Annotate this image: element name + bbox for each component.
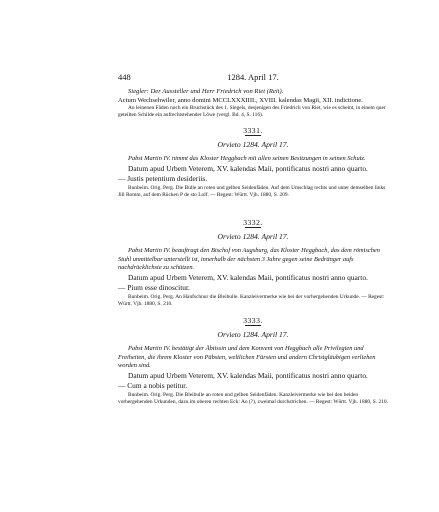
entry-3331 (118, 126, 388, 199)
entry-note: Bunbeim. Orig. Perg. An Hanfschnur die Bleibulle. Kanzleivermerke wie bei der vorhergehenden Urkunde. — Regest: Württ. Vjh. 1880, S. 210. (118, 293, 385, 308)
actum-line: Actum Wechsehwiler, anno domini MCCLXXXIIII., XVIII. kalendas Magii, XII. indictione. (118, 97, 363, 104)
entry-dating: Datum apud Urbem Veterem, XV. kalendas Maii, pontificatus nostri anno quarto. (128, 272, 368, 282)
entry-incipit: — Cum a nobis petitur. (118, 381, 188, 391)
entry-dating: Datum apud Urbem Veterem, XV. kalendas Maii, pontificatus nostri anno quarto. (128, 370, 368, 380)
sealer-line: Siegler: Der Aussteller und Herr Friedrich von Riet (Reit). (128, 88, 284, 95)
entry-3333 (118, 316, 388, 407)
entry-note: Bunbeim. Orig. Perg. Die Bleibulle an roten und gelben Seidenfäden. Kanzleivermerke wie bei den beiden vorhergehenden Urkunden, dazu im oberen rechten Eck: Ao (?), zweimal durchstrichen. — Regest: Württ. Vjh. 1880, S. 210. (118, 391, 388, 406)
page-header (118, 72, 388, 84)
seal-note: An leinenen Fäden noch ein Bruchstück des 1. Siegels, desjenigen des Friedrich von Riet, wie es scheint, in einem quer geteilten Schilde ein aufrechtstehender Löwe (vergl. Bd. 4, S. 116). (118, 105, 386, 119)
entry-summary: Pabst Martin IV. nimmt das Kloster Heggbach mit allen seinen Besitzungen in seinen Schutz. (128, 155, 366, 162)
entry-number: 3332. (243, 218, 263, 227)
entry-summary: Pabst Martin IV. beauftragt den Bischof von Augsburg, das Kloster Heggbach, das dem römischen Stuhl unmittelbar unterstellt ist, innerhalb der nächsten 3 Jahre gegen seine Bedränger aufs nachdrücklichste zu schützen. (118, 247, 380, 272)
entry-number: 3333. (243, 316, 263, 325)
entry-3332 (118, 218, 388, 309)
page-number: 448 (118, 72, 131, 82)
entry-incipit: — Pium esse dinoscitur. (118, 283, 190, 293)
entry-place-date: Orvieto 1284. April 17. (217, 232, 289, 241)
entry-incipit: — Justis petentium desideriis. (118, 174, 208, 184)
entry-place-date: Orvieto 1284. April 17. (217, 140, 289, 149)
entry-summary: Pabst Martin IV. bestätigt der Äbtissin und dem Konvent von Heggbach alle Privilegien und Freiheiten, die ihrem Kloster von Päbsten, weltlichen Fürsten und andern Christgläubigen verliehen worden sind. (118, 345, 376, 370)
intro-block (118, 87, 388, 120)
entry-dating: Datum apud Urbem Veterem, XV. kalendas Maii, pontificatus nostri anno quarto. (128, 163, 368, 173)
entry-number: 3331. (243, 126, 263, 135)
running-date: 1284. April 17. (227, 72, 279, 82)
entry-place-date: Orvieto 1284. April 17. (217, 330, 289, 339)
entry-note: Bunbeim. Orig. Perg. Die Bulle an roten und gelben Seidenfäden. Auf dem Umschlag rechts und unter demselben links Jill Romm, auf dem Rücken P de sto Lolf. — Regest: Württ. Vjh. 1880, S. 209. (118, 184, 386, 198)
